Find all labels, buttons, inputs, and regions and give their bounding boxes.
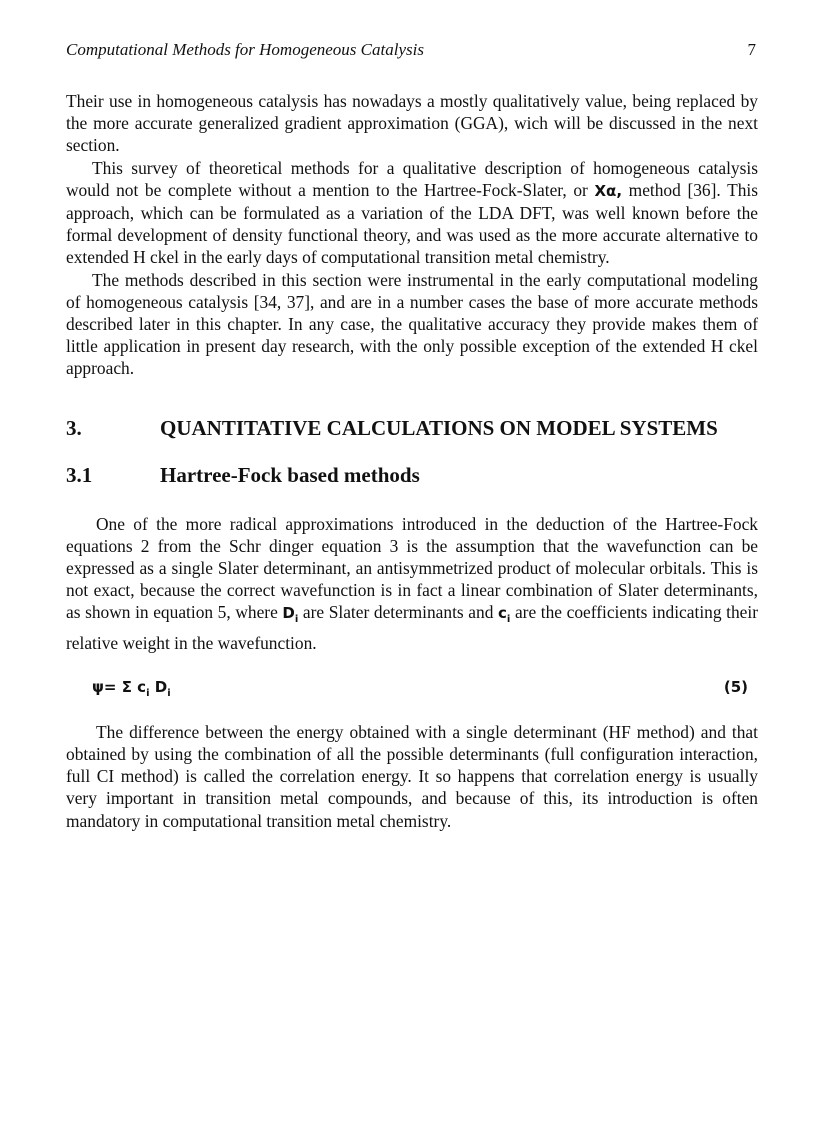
running-title: Computational Methods for Homogeneous Catalysis [66,40,424,59]
x-alpha-symbol: Xα, [594,181,623,200]
equation-number: (5) [723,677,748,696]
determinant-letter: D [282,604,295,623]
subsection-heading [66,463,758,488]
coefficient-subscript: i [506,614,511,626]
equation-expression [92,678,171,699]
paragraph-4-text-a: One of the more radical approximations introduced in the deduction of the Hartree-Fock equations 2 from the Schr dinger equation 3 is the assumption that the wavefunction can be expressed as a single Slater determinant, an antisymmetrized product of molecular orbitals. This is not exact, because the correct wavefunction is in fact a linear combination of Slater determinants, as shown in equation 5, where [66,513,758,623]
paragraph-5: The difference between the energy obtained with a single determinant (HF method) and that obtained by using the combination of all the possible determinants (full configuration interaction, full CI method) is called the correlation energy. It so happens that correlation energy is usually very important in transition metal compounds, and because of this, its introduction is often mandatory in computational transition metal chemistry. [66,721,758,831]
paragraph-2-text-b: method [36]. This approach, which can be formulated as a variation of the LDA DFT, was well known before the formal development of density functional theory, and was used as the more accurate alternative to extended H ckel in the early days of computational transition metal chemistry. [66,179,758,268]
page-number: 7 [747,40,756,59]
subsection-number: 3.1 [66,462,93,487]
equation-sub-1: i [146,687,150,699]
paragraph-2 [66,157,758,269]
coefficient-letter: c [498,604,507,623]
running-header [66,40,758,62]
paragraph-4-text-b: are Slater determinants and [298,602,498,623]
equation-5 [66,678,758,699]
section-title: QUANTITATIVE CALCULATIONS ON MODEL SYSTEMS [160,415,718,440]
section-heading [66,416,758,441]
coefficient-symbol [498,604,511,626]
equation-sub-2: i [167,687,171,699]
paragraph-4-text-c: are the coefficients indicating their relative weight in the wavefunction. [66,602,758,653]
paragraph-1: Their use in homogeneous catalysis has nowadays a mostly qualitatively value, being replaced by the more accurate generalized gradient approximation (GGA), wich will be discussed in the next section. [66,91,758,156]
paragraph-2-text-a: This survey of theoretical methods for a qualitative description of homogeneous catalysis would not be complete without a mention to the Hartree-Fock-Slater, or [66,157,758,200]
subsection-title: Hartree-Fock based methods [160,462,420,487]
determinant-symbol [282,604,299,626]
equation-mid: D [149,677,168,696]
section-number: 3. [66,415,82,440]
paragraph-3: The methods described in this section were instrumental in the early computational modeling of homogeneous catalysis [34, 37], and are in a number cases the base of more accurate methods described later in this chapter. In any case, the qualitative accuracy they provide makes them of little application in present day research, with the only possible exception of the extended H ckel approach. [66,269,758,379]
equation-lhs: ψ= Σ c [92,677,147,696]
paragraph-4 [66,513,758,654]
determinant-subscript: i [294,614,299,626]
page [66,40,758,832]
